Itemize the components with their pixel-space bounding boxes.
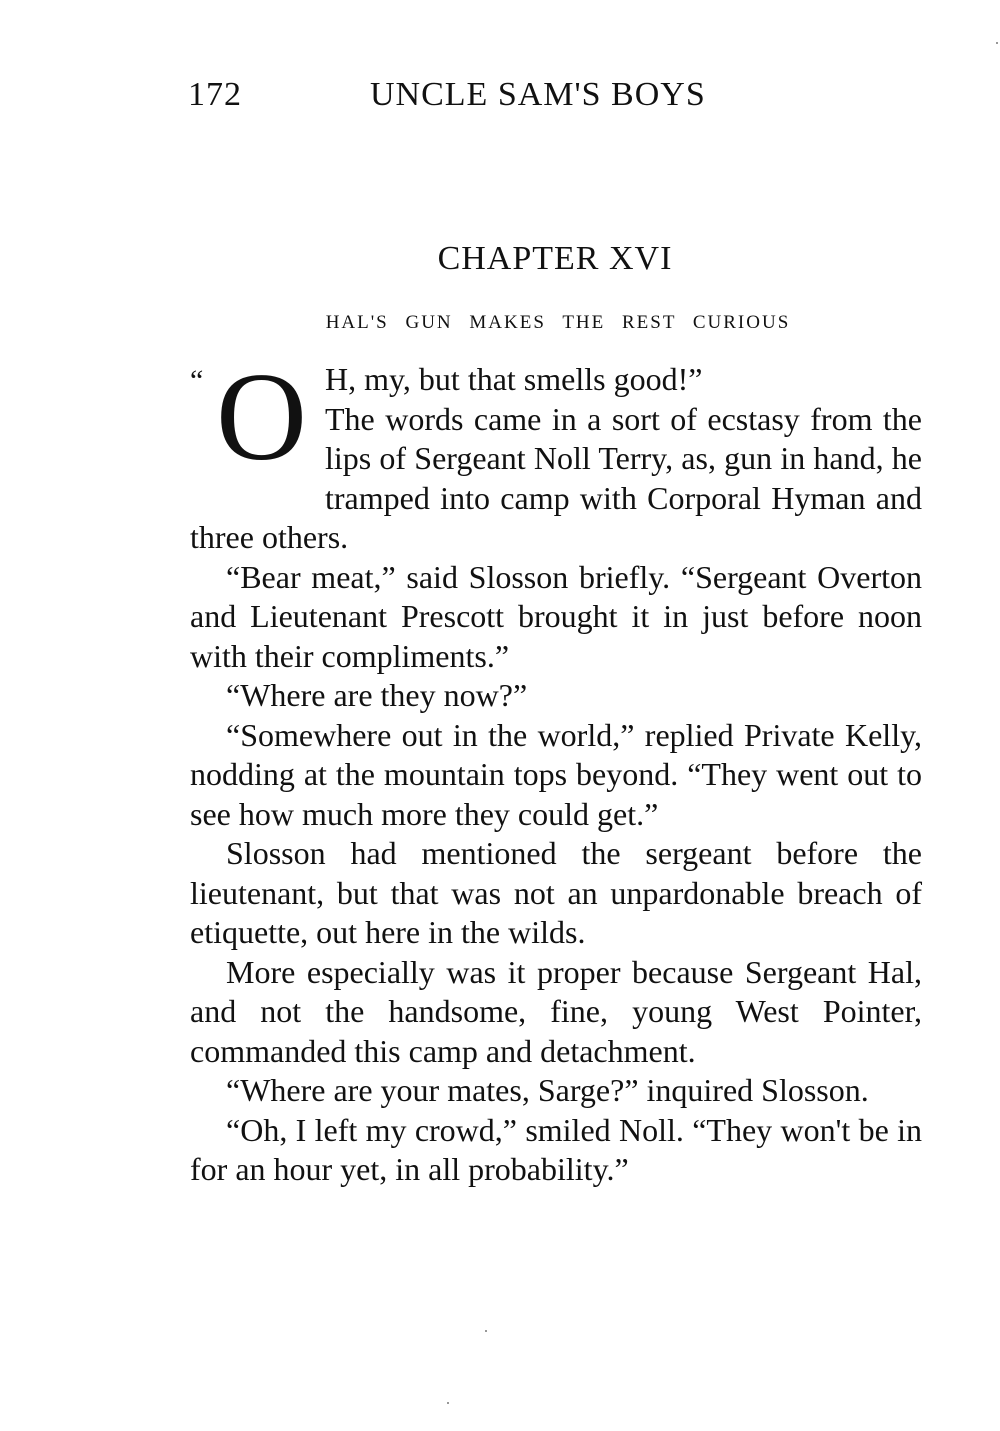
paragraph: The words came in a sort of ecstasy from the lips of Sergeant Noll Terry, as, gun in hand, he tramped into camp with Corporal Hyman and three others. <box>190 400 922 555</box>
opening-line <box>190 348 922 558</box>
paragraph: Slosson had mentioned the sergeant before the lieutenant, but that was not an unpardonable breach of etiquette, out here in the wilds. <box>190 835 922 950</box>
chapter-heading: CHAPTER XVI <box>437 240 673 277</box>
print-speck <box>996 42 998 44</box>
paragraph: “Somewhere out in the world,” replied Private Kelly, nodding at the mountain tops beyond. “They went out to see how much more they could get.” <box>190 716 922 832</box>
paragraph: “Where are they now?” <box>226 677 528 713</box>
paragraph: “Oh, I left my crowd,” smiled Noll. “They won't be in for an hour yet, in all probability.” <box>190 1111 922 1187</box>
print-speck <box>485 1330 487 1332</box>
drop-cap: O <box>216 348 307 487</box>
paragraph: More especially was it proper because Sergeant Hal, and not the handsome, fine, young West Pointer, commanded this camp and detachment. <box>190 953 922 1069</box>
page-number: 172 <box>188 76 242 113</box>
drop-quote-mark: “ <box>190 364 204 397</box>
opening-text: H, my, but that smells good!” <box>325 361 703 397</box>
running-head <box>188 76 928 126</box>
body-text <box>190 348 922 1190</box>
print-speck <box>447 1402 449 1404</box>
chapter-subtitle: HAL'S GUN MAKES THE REST CURIOUS <box>325 312 791 333</box>
paragraph: “Bear meat,” said Slosson briefly. “Sergeant Overton and Lieutenant Prescott brought it in just before noon with their compliments.” <box>190 558 922 674</box>
running-title: UNCLE SAM'S BOYS <box>370 76 706 113</box>
paragraph: “Where are your mates, Sarge?” inquired Slosson. <box>226 1072 869 1108</box>
